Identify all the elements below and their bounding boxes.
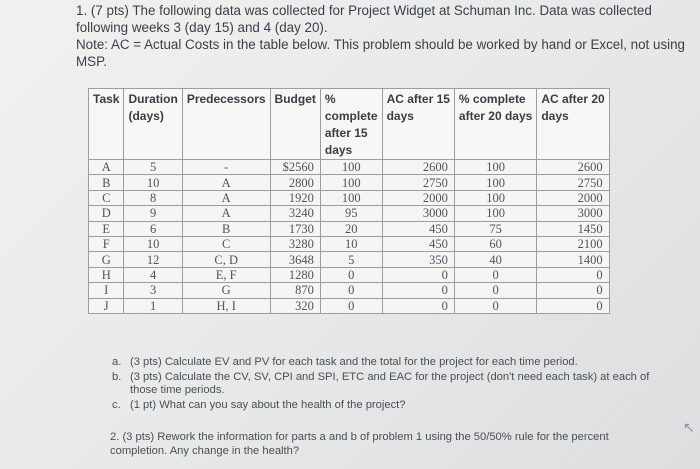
table-cell: 100 xyxy=(320,190,382,205)
problem-1-questions xyxy=(112,356,672,413)
table-body xyxy=(89,160,610,314)
task-cell: E xyxy=(89,221,124,236)
table-cell: 2750 xyxy=(537,175,609,190)
table-cell: 2600 xyxy=(382,160,454,175)
table-cell: 2600 xyxy=(537,160,609,175)
table-row xyxy=(89,267,610,282)
intro-line-2: following weeks 3 (day 15) and 4 (day 20). xyxy=(76,20,328,35)
table-cell: 0 xyxy=(320,298,382,313)
intro-line-1: 1. (7 pts) The following data was collected for Project Widget at Schuman Inc. Data was collected xyxy=(76,3,652,18)
table-cell: H, I xyxy=(182,298,270,313)
table-cell: 3280 xyxy=(270,236,320,251)
task-cell: F xyxy=(89,236,124,251)
problem-2 xyxy=(110,431,670,458)
table-cell: 450 xyxy=(382,236,454,251)
project-data-table xyxy=(88,88,610,314)
table-row xyxy=(89,190,610,205)
table-cell: 3240 xyxy=(270,206,320,221)
table-cell: 12 xyxy=(124,252,182,267)
column-header-line: Budget xyxy=(274,92,316,106)
problem-1-intro xyxy=(76,2,686,70)
task-cell: I xyxy=(89,283,124,298)
table-cell: 1730 xyxy=(270,221,320,236)
task-cell: B xyxy=(89,175,124,190)
table-cell: 9 xyxy=(124,206,182,221)
table-cell: 2000 xyxy=(537,190,609,205)
table-header-row xyxy=(89,89,610,160)
table-row xyxy=(89,221,610,236)
column-header xyxy=(182,89,270,160)
question-c-label: c. xyxy=(112,398,121,411)
table-cell: 3000 xyxy=(537,206,609,221)
table-cell: 6 xyxy=(124,221,182,236)
table-cell: 2000 xyxy=(382,190,454,205)
table-cell: 0 xyxy=(454,298,536,313)
table-cell: 3648 xyxy=(270,252,320,267)
table-cell: 320 xyxy=(270,298,320,313)
table-cell: 10 xyxy=(124,175,182,190)
table-cell: 100 xyxy=(454,160,536,175)
intro-line-4: MSP. xyxy=(76,54,108,69)
table-cell: 100 xyxy=(454,190,536,205)
table-cell: 450 xyxy=(382,221,454,236)
table-cell: $2560 xyxy=(270,160,320,175)
task-cell: G xyxy=(89,252,124,267)
column-header-line: days xyxy=(324,143,353,157)
table-cell: 0 xyxy=(382,283,454,298)
table-cell: 0 xyxy=(454,283,536,298)
column-header xyxy=(320,89,382,160)
table-row xyxy=(89,298,610,313)
column-header-line: after 15 xyxy=(324,126,368,140)
table-cell: 1920 xyxy=(270,190,320,205)
table-cell: G xyxy=(182,283,270,298)
table-cell: 0 xyxy=(537,283,609,298)
table-cell: - xyxy=(182,160,270,175)
question-c-text: (1 pt) What can you say about the health of the project? xyxy=(130,398,406,411)
table-cell: 4 xyxy=(124,267,182,282)
table-cell: 100 xyxy=(320,175,382,190)
table-cell: 1280 xyxy=(270,267,320,282)
column-header xyxy=(454,89,536,160)
table-row xyxy=(89,283,610,298)
table-cell: 0 xyxy=(382,267,454,282)
table-cell: 0 xyxy=(320,283,382,298)
table-cell: 350 xyxy=(382,252,454,267)
column-header-line: Duration xyxy=(128,92,178,106)
table-cell: 100 xyxy=(320,160,382,175)
table-cell: 2100 xyxy=(537,236,609,251)
table-cell: C, D xyxy=(182,252,270,267)
column-header xyxy=(124,89,182,160)
column-header xyxy=(270,89,320,160)
question-a-text: (3 pts) Calculate EV and PV for each task and the total for the project for each time period. xyxy=(130,356,578,368)
task-cell: C xyxy=(89,190,124,205)
column-header xyxy=(537,89,609,160)
table-cell: 2800 xyxy=(270,175,320,190)
column-header-line: % complete xyxy=(458,92,526,106)
question-a xyxy=(112,356,672,370)
table-cell: 20 xyxy=(320,221,382,236)
table-cell: 60 xyxy=(454,236,536,251)
column-header-line: AC after 15 xyxy=(386,92,450,106)
problem-2-line-2: completion. Any change in the health? xyxy=(110,444,300,457)
question-b-text: (3 pts) Calculate the CV, SV, CPI and SPI, ETC and EAC for the project (don't need each task) at each of those time periods. xyxy=(130,370,650,396)
table-cell: 870 xyxy=(270,283,320,298)
table-cell: A xyxy=(182,206,270,221)
table-cell: 0 xyxy=(320,267,382,282)
table-cell: 95 xyxy=(320,206,382,221)
column-header-line: % xyxy=(324,92,336,106)
task-cell: A xyxy=(89,160,124,175)
cursor-icon: ↖ xyxy=(683,419,695,435)
task-cell: D xyxy=(89,206,124,221)
table-cell: 0 xyxy=(537,267,609,282)
table-row xyxy=(89,236,610,251)
question-c xyxy=(112,399,672,413)
table-cell: 0 xyxy=(454,267,536,282)
table-cell: 0 xyxy=(537,298,609,313)
column-header-line: Predecessors xyxy=(186,92,266,106)
table-cell: 10 xyxy=(320,236,382,251)
table-cell: 100 xyxy=(454,206,536,221)
table-cell: 100 xyxy=(454,175,536,190)
table-cell: 5 xyxy=(124,160,182,175)
intro-line-3: Note: AC = Actual Costs in the table below. This problem should be worked by hand or Excel, not using xyxy=(76,37,686,52)
table-cell: 75 xyxy=(454,221,536,236)
table-row xyxy=(89,175,610,190)
task-cell: H xyxy=(89,267,124,282)
column-header-line: days xyxy=(541,109,569,123)
table-cell: B xyxy=(182,221,270,236)
table-cell: 8 xyxy=(124,190,182,205)
table-cell: E, F xyxy=(182,267,270,282)
table-cell: A xyxy=(182,175,270,190)
column-header-line: days xyxy=(386,109,414,123)
table-row xyxy=(89,206,610,221)
column-header-line: complete xyxy=(324,109,378,123)
column-header-line: Task xyxy=(93,92,120,106)
table-cell: 0 xyxy=(382,298,454,313)
column-header-line: (days) xyxy=(128,109,164,123)
table-cell: 2750 xyxy=(382,175,454,190)
table-cell: C xyxy=(182,236,270,251)
table-cell: 10 xyxy=(124,236,182,251)
table-cell: 40 xyxy=(454,252,536,267)
table-cell: 1400 xyxy=(537,252,609,267)
problem-2-line-1: 2. (3 pts) Rework the information for parts a and b of problem 1 using the 50/50% rule for the percent xyxy=(110,431,609,443)
table-cell: 3000 xyxy=(382,206,454,221)
column-header-line: AC after 20 xyxy=(541,92,605,106)
table-row xyxy=(89,252,610,267)
table-cell: 1450 xyxy=(537,221,609,236)
column-header xyxy=(89,89,124,160)
question-b xyxy=(112,371,672,398)
column-header-line: after 20 days xyxy=(458,109,533,123)
table-cell: A xyxy=(182,190,270,205)
table-cell: 1 xyxy=(124,298,182,313)
table-cell: 3 xyxy=(124,283,182,298)
table-row xyxy=(89,160,610,175)
question-a-label: a. xyxy=(112,356,122,368)
question-b-label: b. xyxy=(112,370,122,383)
task-cell: J xyxy=(89,298,124,313)
column-header xyxy=(382,89,454,160)
table-cell: 5 xyxy=(320,252,382,267)
